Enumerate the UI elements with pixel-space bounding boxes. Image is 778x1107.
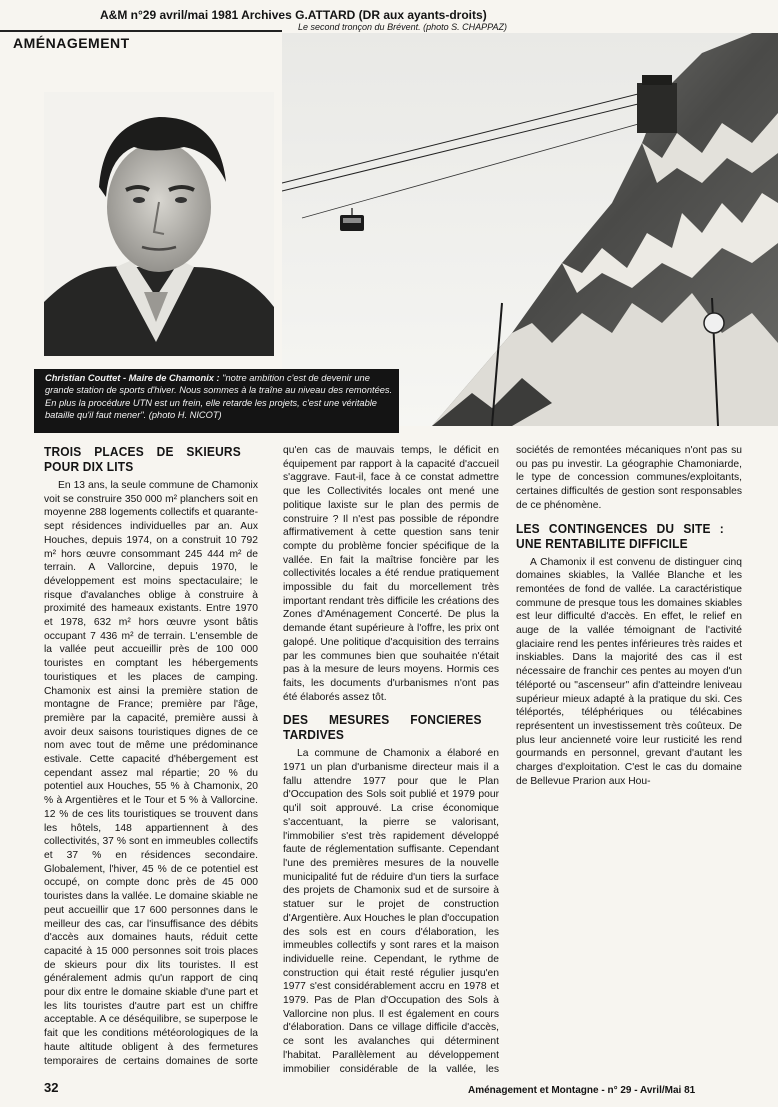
- article-paragraph-1: En 13 ans, la seule commune de Chamonix voit se construire 350 000 m² planchers soit en moyenne 288 logements collectifs et quarante-sept résidences individuelles par an. Aux Houches, depuis 1974, on a construit 10 792 m² hors œuvre consommant 245 444 m² de terrain. A Vallorcine, depuis 1970, le développement est moins spectaculaire; le risque d'avalanches oblige à construire à proximité des hameaux existants. Entre 1970 et 1978, 632 m² hors œuvre ysont bâtis occupant 7 436 m² de terrain. L'ensemble de la vallée peut accueillir près de 100 000 touristes en comptant les hébergements touristiques et les places de camping. Chamonix est ainsi la première station de montagne de France; première par l'âge, première par la capacité, première aussi à avoir deux saisons touristiques dignes de ce nom avec tout de même une prédominance estivale. Cette capacité d'hébergement est cependant assez mal répartie; 20 % du potentiel aux Houches, 55 % à Chamonix, 20 % à Argentières et le Tour et 5 % à Vallorcine. 12 % de ces lits touristiques se trouvent dans les hôtels, 148 appartiennent à des collectivités, 37 % sont en immeubles collectifs et 37 % en résidences secondaire. Globalement, l'hiver, 45 % de ce potentiel est occupé, on compte donc près de 45 000 touristes dans la vallée. Le domaine skiable ne peut accueillir que 17 600 personnes dans le meilleur des cas, car l'insuffisance des débits d'accès aux domaines hauts, réduit cette capacité à 15 000 personnes soit trois places de skieurs pour dix lits touristes. Il est généralement admis qu'un rapport de cinq pour dix entre le domaine skiable d'une part et les lits touristes d'autre part est un chiffre acceptable. A ce déséquilibre, se superpose le fait que les conditions météorologiques de la haute altitude obligent à des fermetures temporaires de certains domaines de sorte: [44, 480, 258, 1067]
- archive-credit: A&M n°29 avril/mai 1981 Archives G.ATTARD (DR aux ayants-droits): [100, 8, 487, 22]
- page-number: 32: [44, 1080, 59, 1095]
- heading-mesures-foncieres: DES MESURES FONCIERES TARDIVES: [283, 712, 482, 743]
- section-header: [0, 30, 282, 56]
- brevent-cable-car-photo: [282, 33, 778, 426]
- article-column-1: [44, 444, 258, 1068]
- section-title: AMÉNAGEMENT: [13, 35, 130, 51]
- brevent-photo-caption: Le second tronçon du Brévent. (photo S. CHAPPAZ): [298, 22, 507, 32]
- footer-journal-title: Aménagement et Montagne - n° 29 - Avril/Mai 81: [468, 1085, 696, 1096]
- article-column-2: [283, 444, 499, 1076]
- article-paragraph-3: A Chamonix il est convenu de distinguer cinq domaines skiables, la Vallée Blanche et les remontées de fond de vallée. La caractéristique commune de presque tous les domaines skiables est leur difficulté d'accès. En effet, le relief en auge de la vallée témoignant de l'activité glaciaire rend les pentes inférieures très raides et inskiables. Dans la majorité des cas il est nécessaire de franchir ces pentes au moyen d'un téléporté ou "ascenseur" afin d'atteindre leniveau supérieur mieux adapté à la pratique du ski. Ces téléportés, téléphériques ou télécabines représentent un investissement très coûteux. De plus leur ancienneté voire leur rusticité les rend gourmands en personnel, grevant d'autant les charges d'exploitation. C'est le cas du domaine de Bellevue Prarion aux Hou-: [516, 556, 742, 787]
- article-column-3: [516, 444, 742, 788]
- mayor-photo-caption: [34, 369, 399, 433]
- article-paragraph-1-cont: qu'en cas de mauvais temps, le déficit en équipement par rapport à la capacité d'accueil s'aggrave. Faut-il, face à ce constat admettre que les Collectivités locales ont mené une politique laxiste sur le plan des permis de construire ? Il n'est pas possible de répondre affirmativement à cette question sans tenir compte du problème foncier spécifique de la vallée. En fait la maîtrise foncière par les collectivités locales a été rendue pratiquement impossible du fait du morcellement très important rendant très difficile les créations des Zones d'Aménagement Concerté. De plus la demande étant supérieure à l'offre, les prix ont galopé. Une politique d'acquisition des terrains par les communes bien que souhaitée n'était pas à la mesure de leurs moyens. Hormis ces faits, les documents d'urbanismes n'ont pas été élaborés assez tôt.: [283, 445, 499, 703]
- article-paragraph-2: La commune de Chamonix a élaboré en 1971 un plan d'urbanisme directeur mais il a fallu attendre 1977 pour que le Plan d'Occupation des Sols soit publié et 1979 pour qu'il soit approuvé. La crise économique s'accentuant, la pierre se valorisant, l'immobilier s'est très rapidement développé faute de réglementation suffisante. Cependant l'une des premières mesures de la nouvelle municipalité fut de réduire d'un tiers la surface des projets de Chamonix sud et de sursoire à statuer sur le projet de construction d'Argentière. Aux Houches le plan d'occupation des sols est en cours d'élaboration, les immeubles collectifs y sont rares et la maison individuelle reine. Cependant, le rythme de construction qui était resté régulier jusqu'en 1977 s'est considérablement accru en 1978 et 1979. Pas de Plan d'Occupation des Sols à Vallorcine non plus. Il est également en cours d'élaboration. Dans ce village difficile d'accès, ce sont les avalanches qui déterminent l'habitat. Parallèlement au développement immobilier considérable de la vallée, les: [283, 748, 499, 1075]
- heading-contingences-site: LES CONTINGENCES DU SITE : UNE RENTABILITE DIFFICILE: [516, 520, 724, 551]
- heading-trois-places: TROIS PLACES DE SKIEURS POUR DIX LITS: [44, 444, 241, 474]
- article-paragraph-2-cont: sociétés de remontées mécaniques n'ont pas su ou pas pu investir. La géographie Chamoniarde, le type de concession communes/exploitants, certaines difficultés de gestion sont responsables de ce phénomène.: [516, 445, 742, 511]
- caption-speaker: Christian Couttet - Maire de Chamonix :: [45, 373, 220, 383]
- mayor-portrait-photo: [44, 92, 274, 356]
- caption-quote: "notre ambition c'est de devenir une grande station de sports d'hiver. Nous sommes à la traîne au niveau des remontées. En plus la procédure UTN est un frein, elle retarde les projets, c'est une véritable bataille qu'il faut mener". (photo H. NICOT): [45, 373, 393, 420]
